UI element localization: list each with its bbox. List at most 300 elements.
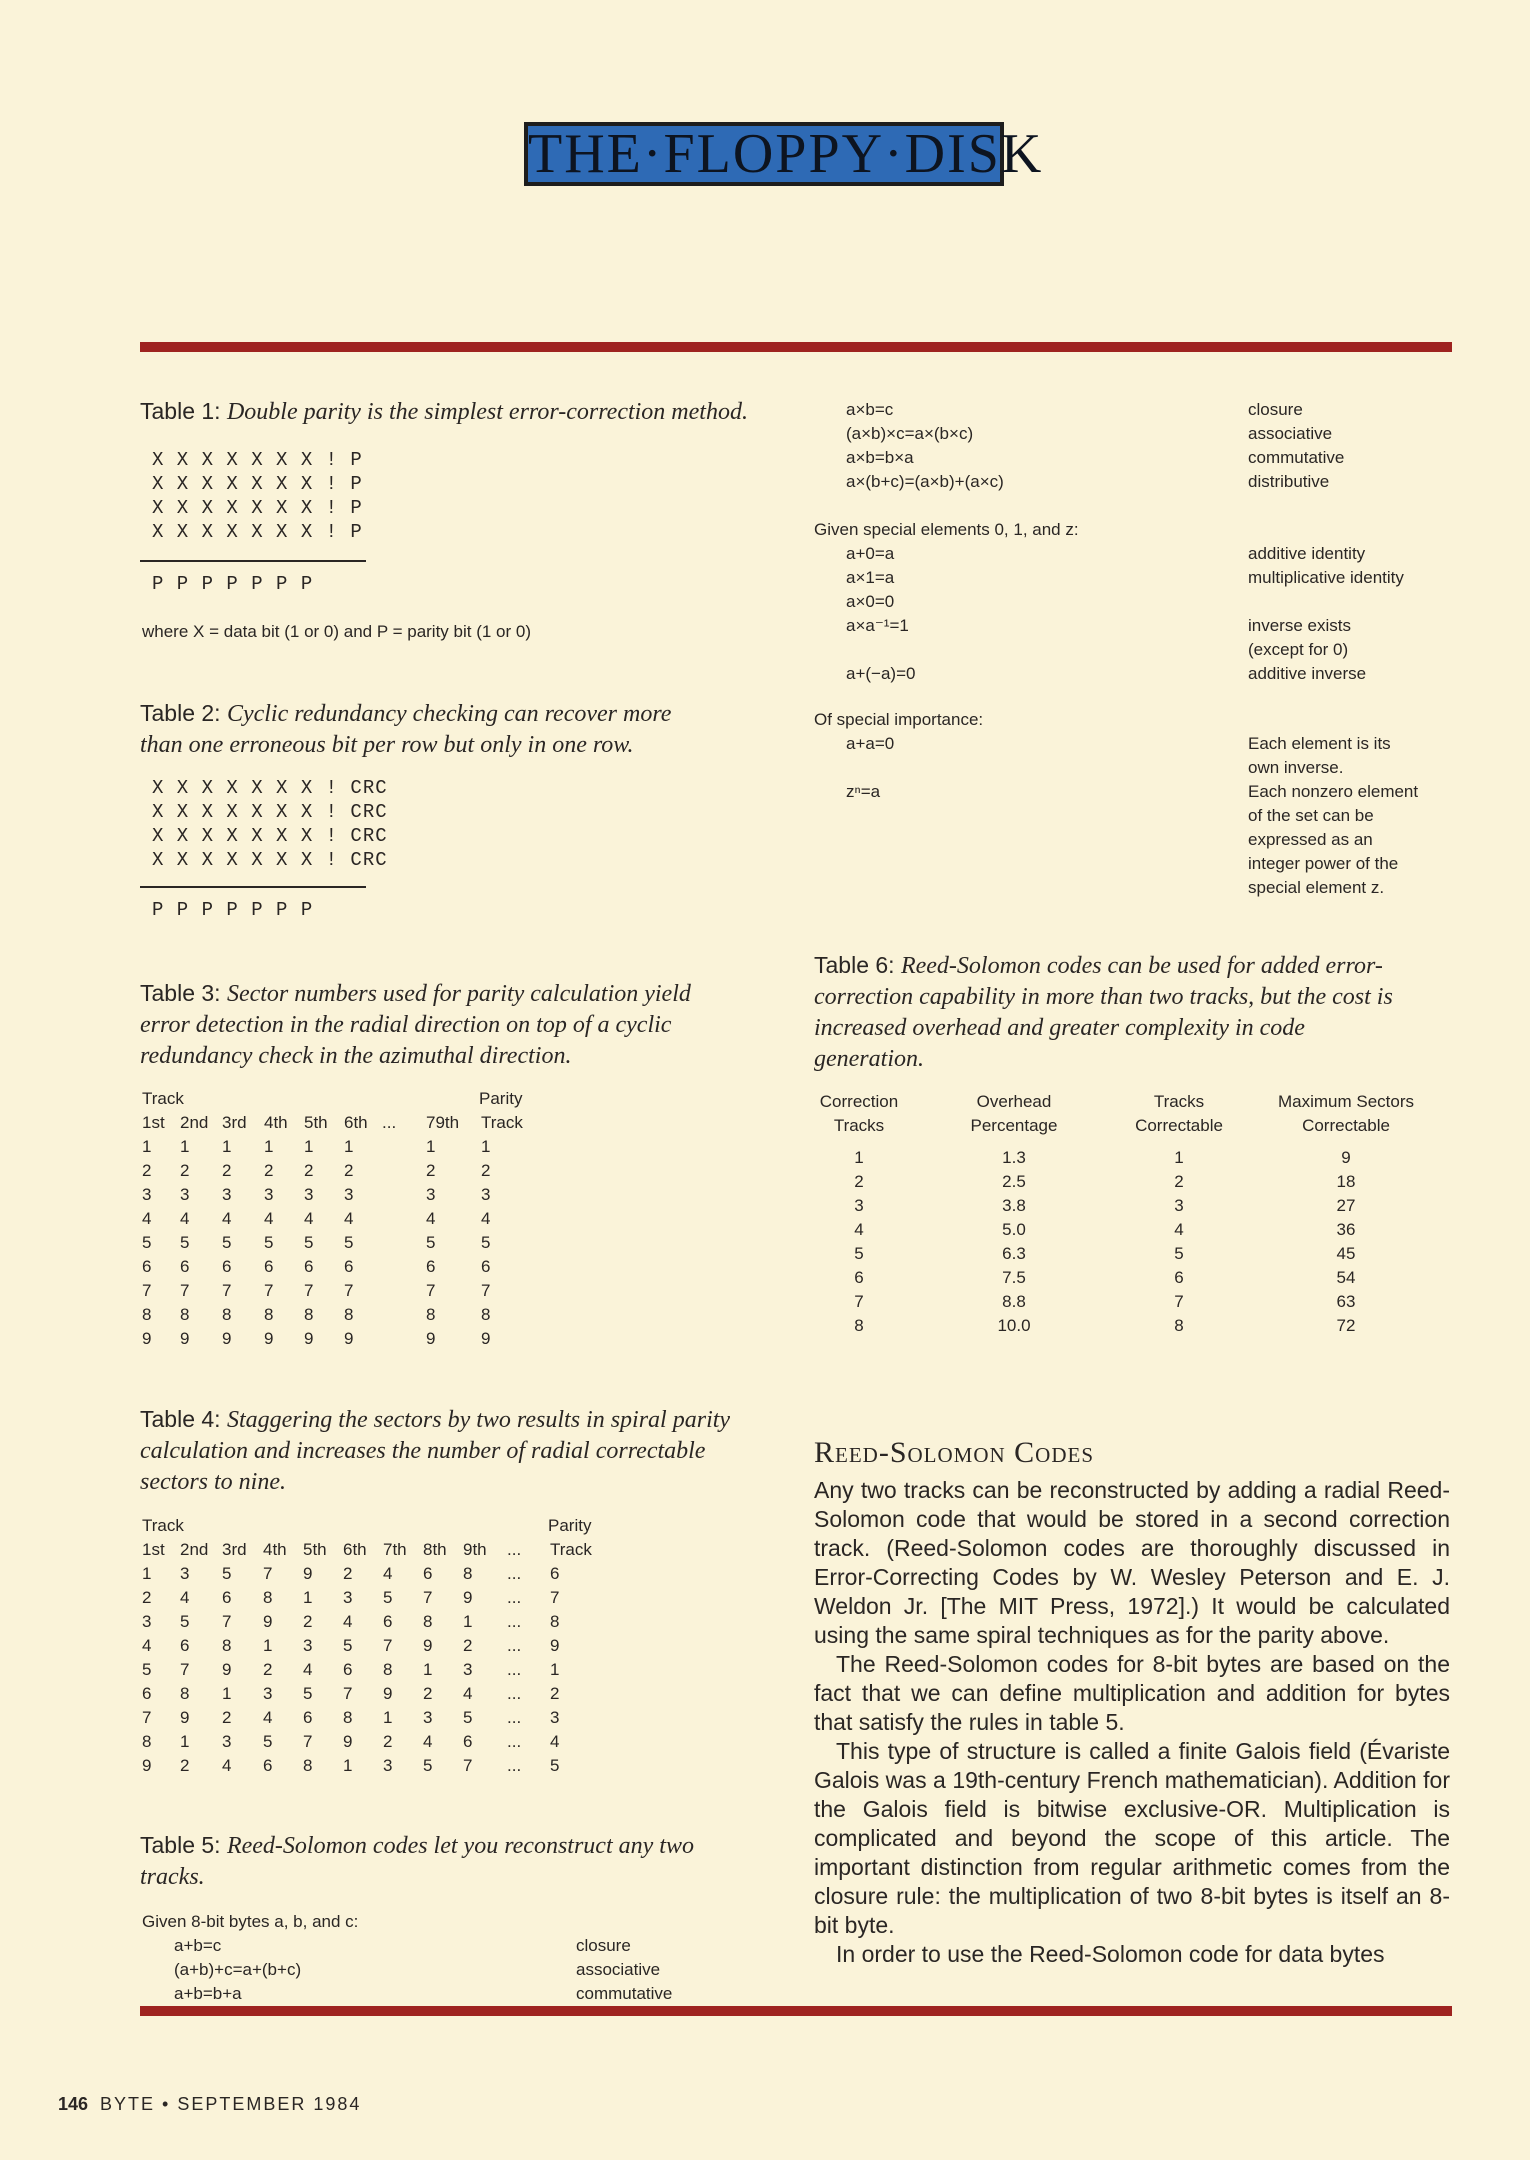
rule-property: multiplicative identity [1248,568,1404,587]
table5-rule-row [846,828,1446,852]
table4-cell: 3 [180,1564,190,1583]
table3-cell: 3 [222,1185,232,1204]
table4-row [142,1730,600,1754]
table5-rule-row [846,638,1446,662]
table3-grid [142,1111,531,1351]
table6-header [814,1090,904,1138]
table5-special-intro: Given special elements 0, 1, and z: [814,520,1079,539]
article-paragraph: In order to use the Reed-Solomon code for data bytes [836,1941,1385,1967]
table3-cell [382,1303,426,1327]
table4-cell: 6 [423,1564,433,1583]
table4-cell: 9 [463,1588,473,1607]
table3-cell: 8 [481,1305,491,1324]
table4-header: ... [507,1540,522,1559]
table4-row [142,1754,600,1778]
table3-cell: 3 [304,1185,314,1204]
table4-row [142,1706,600,1730]
table5-rule-row [846,614,1446,638]
table5-caption-text: Reed-Solomon codes let you reconstruct any two tracks. [140,1833,694,1890]
table6-cell: 7 [854,1292,864,1311]
table6-cell: 45 [1336,1244,1356,1263]
table3-cell: 8 [264,1305,274,1324]
table3-cell: 8 [426,1305,436,1324]
table3-cell: 3 [344,1185,354,1204]
table4-cell: 1 [550,1660,560,1679]
table3-cell: 9 [344,1329,354,1348]
table3-cell: 8 [304,1305,314,1324]
table6-header [1234,1090,1458,1138]
table5-rule-row [846,662,1446,686]
table5-rule-row [846,876,1446,900]
table5-rule-row [846,398,1446,422]
table4-cell: 7 [142,1708,152,1727]
rule-equation: (a+b)+c=a+(b+c) [174,1960,302,1979]
table4-cell: 4 [423,1732,433,1751]
table5-importance-rows [846,732,1446,900]
table5-rule-row [174,1982,694,2006]
table6-header-line: Correctable [1135,1116,1223,1135]
page-banner: THE·FLOPPY·DISK [524,122,1004,186]
table6-cell: 2 [1174,1172,1184,1191]
top-red-rule [140,342,1452,352]
table4-cell: 8 [383,1660,393,1679]
table4-cell: 4 [222,1756,232,1775]
table1-row: X X X X X X X ! P [152,497,363,519]
table4-header: Track [550,1540,592,1559]
table4-cell: 1 [142,1564,152,1583]
rule-equation: a×0=0 [846,592,895,611]
table3-cell: 2 [180,1161,190,1180]
table6-cell: 10.0 [997,1316,1031,1335]
table2-row: X X X X X X X ! CRC [152,849,388,871]
table6-header-row [814,1090,1458,1138]
rule-property: integer power of the [1248,854,1399,873]
table6-cell: 72 [1336,1316,1356,1335]
table6-cell: 1.3 [1002,1148,1026,1167]
table4-cell: 3 [142,1612,152,1631]
table3-cell: 4 [142,1209,152,1228]
table4-cell: 3 [383,1756,393,1775]
table2-rule [140,886,366,888]
table4-row [142,1562,600,1586]
table4-cell: 4 [303,1660,313,1679]
table6-row [814,1146,1458,1170]
rule-equation [846,804,1248,828]
table3-cell: 5 [304,1233,314,1252]
table4-cell: 5 [383,1588,393,1607]
table4-cell: 6 [180,1636,190,1655]
table3-cell [382,1255,426,1279]
table3-cell: 9 [481,1329,491,1348]
table4-cell: 2 [550,1684,560,1703]
table5-rule-row [846,732,1446,756]
page-number: 146 [58,2094,89,2114]
table4-cell: 8 [263,1588,273,1607]
rule-property: commutative [576,1984,673,2003]
table4-cell: 5 [222,1564,232,1583]
table3-header: 6th [344,1113,368,1132]
table6-cell: 6.3 [1002,1244,1026,1263]
table4-header: 3rd [222,1540,247,1559]
article-paragraph: Any two tracks can be reconstructed by adding a radial Reed-Solomon code that would be stored in a second correction track. (Reed-Solomon codes are thoroughly discussed in Error-Correcting Codes by W. Wesley Peterson and E. J. Weldon Jr. [The MIT Press, 1972].) It would be calculated using the same spiral techniques as for the parity above. [814,1477,1450,1648]
table6-row [814,1314,1458,1338]
table4-cell: 9 [263,1612,273,1631]
table5-rule-row [846,542,1446,566]
table3-row [142,1135,531,1159]
table4-cell: 4 [263,1708,273,1727]
table6-cell: 6 [1174,1268,1184,1287]
table3-cell: 2 [481,1161,491,1180]
table4-cell: ... [507,1708,522,1727]
table4-cell: ... [507,1732,522,1751]
table6-cell: 36 [1336,1220,1356,1239]
table4-cell: ... [507,1564,522,1583]
table3-row [142,1327,531,1351]
table4-cell: 8 [142,1732,152,1751]
rule-equation: a+b=c [174,1936,222,1955]
rule-property: inverse exists [1248,616,1351,635]
table5-rule-row [174,1958,694,1982]
rule-equation: a+0=a [846,544,895,563]
table5-rule-row [846,470,1446,494]
table1-parity-row: P P P P P P P [152,573,314,595]
table3-cell: 5 [222,1233,232,1252]
table6-cell: 8.8 [1002,1292,1026,1311]
table4-cell: 5 [463,1708,473,1727]
rule-property: special element z. [1248,878,1385,897]
table4-cell: 1 [180,1732,190,1751]
table3-cell: 2 [304,1161,314,1180]
table4-cell: ... [507,1660,522,1679]
table4-cell: 2 [303,1612,313,1631]
table3-cell: 5 [264,1233,274,1252]
rule-equation: a+(−a)=0 [846,664,916,683]
rule-property: expressed as an [1248,830,1373,849]
rule-property: closure [1248,400,1303,419]
table3-cell: 7 [142,1281,152,1300]
table6-row [814,1218,1458,1242]
table4-cell: 2 [463,1636,473,1655]
table6-caption [814,950,1414,1074]
table6-cell: 3 [854,1196,864,1215]
table3-cell: 6 [426,1257,436,1276]
table4-header: 9th [463,1540,487,1559]
table4-cell: 5 [263,1732,273,1751]
table4-cell: 2 [263,1660,273,1679]
table3-cell: 1 [264,1137,274,1156]
table6-header [904,1090,1124,1138]
table6-row [814,1194,1458,1218]
table4-cell: 1 [263,1636,273,1655]
rule-property: Each nonzero element [1248,782,1419,801]
table6-cell: 2.5 [1002,1172,1026,1191]
table3-row [142,1279,531,1303]
table4-cell: 9 [383,1684,393,1703]
table4-cell: ... [507,1636,522,1655]
table6-cell: 3.8 [1002,1196,1026,1215]
table5-rule-row [846,422,1446,446]
table3-cell: 7 [264,1281,274,1300]
table5-left-rows [174,1934,694,2006]
table4-cell: 7 [423,1588,433,1607]
table2-parity-row: P P P P P P P [152,899,314,921]
table3-cell: 1 [426,1137,436,1156]
table3-caption-text: Sector numbers used for parity calculation yield error detection in the radial direction on top of a cyclic redundancy check in the azimuthal direction. [140,981,691,1069]
table3-cell: 1 [180,1137,190,1156]
table4-cell: 8 [343,1708,353,1727]
table3-cell: 4 [180,1209,190,1228]
rule-equation: (a×b)×c=a×(b×c) [846,424,974,443]
table3-cell: 9 [180,1329,190,1348]
table6-cell: 5.0 [1002,1220,1026,1239]
table4-cell: 9 [343,1732,353,1751]
table3-cell: 2 [264,1161,274,1180]
table6-cell: 27 [1336,1196,1356,1215]
magazine-issue: BYTE • SEPTEMBER 1984 [100,2094,362,2114]
table4-cell: 1 [463,1612,473,1631]
table4-cell: 1 [383,1708,393,1727]
table4-header: 7th [383,1540,407,1559]
table3-cell: 3 [180,1185,190,1204]
table5-intro: Given 8-bit bytes a, b, and c: [142,1912,359,1931]
table3-cell: 6 [180,1257,190,1276]
table5-right-rows [846,398,1446,494]
table4-cell: 3 [423,1708,433,1727]
table2-caption-text: Cyclic redundancy checking can recover more than one erroneous bit per row but only in one row. [140,701,672,758]
page-footer [58,2094,361,2115]
rule-equation: a×a⁻¹=1 [846,616,909,635]
rule-equation [846,876,1248,900]
table3-cell: 6 [344,1257,354,1276]
table3-header: 5th [304,1113,328,1132]
table3-cell: 6 [304,1257,314,1276]
table1-caption-text: Double parity is the simplest error-correction method. [226,399,748,425]
rule-equation [846,638,1248,662]
table4-cell: 5 [180,1612,190,1631]
table4-cell: 3 [463,1660,473,1679]
table3-cell: 9 [142,1329,152,1348]
table3-cell: 4 [481,1209,491,1228]
table4-track-label: Track [142,1516,184,1535]
rule-equation [846,828,1248,852]
table3-caption [140,978,740,1071]
table4-cell: 3 [222,1732,232,1751]
table6-label: Table 6: [814,952,895,978]
table3-cell: 6 [481,1257,491,1276]
table3-cell: 9 [426,1329,436,1348]
table2-row: X X X X X X X ! CRC [152,777,388,799]
table4-cell: 1 [343,1756,353,1775]
table4-cell: 9 [180,1708,190,1727]
table4-row [142,1586,600,1610]
table4-cell: 7 [550,1588,560,1607]
rule-property: (except for 0) [1248,640,1349,659]
table1-row: X X X X X X X ! P [152,473,363,495]
article-heading [814,1436,1094,1470]
table3-row [142,1255,531,1279]
table3-cell: 5 [426,1233,436,1252]
table3-cell: 1 [222,1137,232,1156]
table4-cell: 4 [383,1564,393,1583]
table6-header-line: Tracks [1153,1092,1205,1111]
table3-cell: 8 [222,1305,232,1324]
table4-header: 5th [303,1540,327,1559]
table6-cell: 4 [854,1220,864,1239]
table6-row [814,1290,1458,1314]
table4-cell: 8 [222,1636,232,1655]
table4-cell: 2 [343,1564,353,1583]
table2-row: X X X X X X X ! CRC [152,801,388,823]
table4-cell: 3 [343,1588,353,1607]
table4-cell: 3 [303,1636,313,1655]
table3-cell: 4 [344,1209,354,1228]
rule-property: associative [576,1960,661,1979]
table4-cell: 7 [222,1612,232,1631]
rule-property: Each element is its [1248,734,1391,753]
table3-cell: 4 [426,1209,436,1228]
table3-cell: 9 [264,1329,274,1348]
rule-property: additive identity [1248,544,1366,563]
table4-cell: 1 [423,1660,433,1679]
rule-property: own inverse. [1248,758,1344,777]
table6-cell: 3 [1174,1196,1184,1215]
table2-label: Table 2: [140,700,221,726]
table3-row [142,1231,531,1255]
rule-equation: a+b=b+a [174,1984,242,2003]
table4-grid [142,1538,600,1778]
table1-note: where X = data bit (1 or 0) and P = parity bit (1 or 0) [142,622,531,641]
table4-row [142,1658,600,1682]
table3-header: 79th [426,1113,460,1132]
table3-cell: 2 [426,1161,436,1180]
table4-cell: 8 [550,1612,560,1631]
rule-property: additive inverse [1248,664,1367,683]
table4-cell: 1 [303,1588,313,1607]
rule-property: distributive [1248,472,1330,491]
table3-cell: 5 [142,1233,152,1252]
table6-spacer [814,1138,1458,1146]
table6-cell: 5 [854,1244,864,1263]
table3-cell: 4 [264,1209,274,1228]
table3-track-label: Track [142,1089,184,1108]
table3-cell: 7 [344,1281,354,1300]
table3-cell: 8 [142,1305,152,1324]
table6-cell: 2 [854,1172,864,1191]
table5-rule-row [846,780,1446,804]
table4-cell: 6 [222,1588,232,1607]
table5-rule-row [846,590,1446,614]
table6-cell: 9 [1341,1148,1351,1167]
table4-header: 1st [142,1540,165,1559]
table4-header: 8th [423,1540,447,1559]
table4-label: Table 4: [140,1406,221,1432]
table3-header-row [142,1111,531,1135]
table3-cell: 3 [426,1185,436,1204]
table4-cell: 6 [550,1564,560,1583]
table3-cell: 6 [222,1257,232,1276]
table3-cell: 3 [264,1185,274,1204]
table3-cell: 1 [344,1137,354,1156]
table6-row [814,1266,1458,1290]
table3-cell: 4 [304,1209,314,1228]
table4-cell: 6 [383,1612,393,1631]
table4-cell: 2 [180,1756,190,1775]
table6-cell: 1 [1174,1148,1184,1167]
rule-equation: zⁿ=a [846,782,881,801]
table6-cell: 18 [1336,1172,1356,1191]
table5-rule-row [846,756,1446,780]
table6-header-line: Correction [819,1092,899,1111]
table4-cell: 7 [343,1684,353,1703]
table3-cell: 4 [222,1209,232,1228]
table4-cell: 6 [463,1732,473,1751]
rule-equation: a×b=b×a [846,448,914,467]
table6-caption-text: Reed-Solomon codes can be used for added error-correction capability in more than two tracks, but the cost is increased overhead and greater complexity in code generation. [814,953,1393,1072]
table4-cell: 4 [463,1684,473,1703]
table5-rule-row [846,566,1446,590]
table3-cell: 5 [344,1233,354,1252]
table3-header: 2nd [180,1113,209,1132]
table2-rows [152,776,388,872]
table6-cell: 4 [1174,1220,1184,1239]
table4-caption [140,1404,740,1497]
table3-cell [382,1135,426,1159]
table3-cell: 3 [481,1185,491,1204]
table4-cell: 6 [263,1756,273,1775]
table3-cell [382,1207,426,1231]
table3-row [142,1303,531,1327]
table6-row [814,1170,1458,1194]
table2-row: X X X X X X X ! CRC [152,825,388,847]
table4-caption-text: Staggering the sectors by two results in spiral parity calculation and increases the number of radial correctable sectors to nine. [140,1407,731,1495]
table3-header: 4th [264,1113,288,1132]
bottom-red-rule [140,2006,1452,2016]
table4-cell: 7 [303,1732,313,1751]
table2-caption [140,698,700,760]
table3-row [142,1207,531,1231]
table6-cell: 7.5 [1002,1268,1026,1287]
rule-equation: a×1=a [846,568,895,587]
table6-header-line: Correctable [1302,1116,1390,1135]
table1-label: Table 1: [140,398,221,424]
table3-cell: 7 [222,1281,232,1300]
article-paragraph: This type of structure is called a finite Galois field (Évariste Galois was a 19th-century French mathematician). Addition for the Galois field is bitwise exclusive-OR. Multiplication is complicated and beyond the scope of this article. The important distinction from regular arithmetic comes from the closure rule: the multiplication of two 8-bit bytes is itself an 8-bit byte. [814,1738,1450,1938]
table3-header: ... [382,1113,397,1132]
table4-cell: 6 [303,1708,313,1727]
table6-cell: 7 [1174,1292,1184,1311]
table4-cell: ... [507,1756,522,1775]
table4-cell: 2 [222,1708,232,1727]
table6-cell: 1 [854,1148,864,1167]
rule-equation: a+a=0 [846,734,895,753]
table3-header: 1st [142,1113,165,1132]
table3-cell: 6 [264,1257,274,1276]
rule-equation: a×(b+c)=(a×b)+(a×c) [846,472,1004,491]
table3-cell: 9 [304,1329,314,1348]
table6-header-line: Overhead [976,1092,1052,1111]
table4-cell: 8 [463,1564,473,1583]
table4-cell: 5 [303,1684,313,1703]
table4-cell: 7 [263,1564,273,1583]
table3-cell [382,1231,426,1255]
table1-row: X X X X X X X ! P [152,449,363,471]
table3-cell: 7 [304,1281,314,1300]
table6-cell: 8 [1174,1316,1184,1335]
table3-cell: 7 [180,1281,190,1300]
table4-cell: 7 [180,1660,190,1679]
table1-rows [152,448,363,544]
table1-row: X X X X X X X ! P [152,521,363,543]
